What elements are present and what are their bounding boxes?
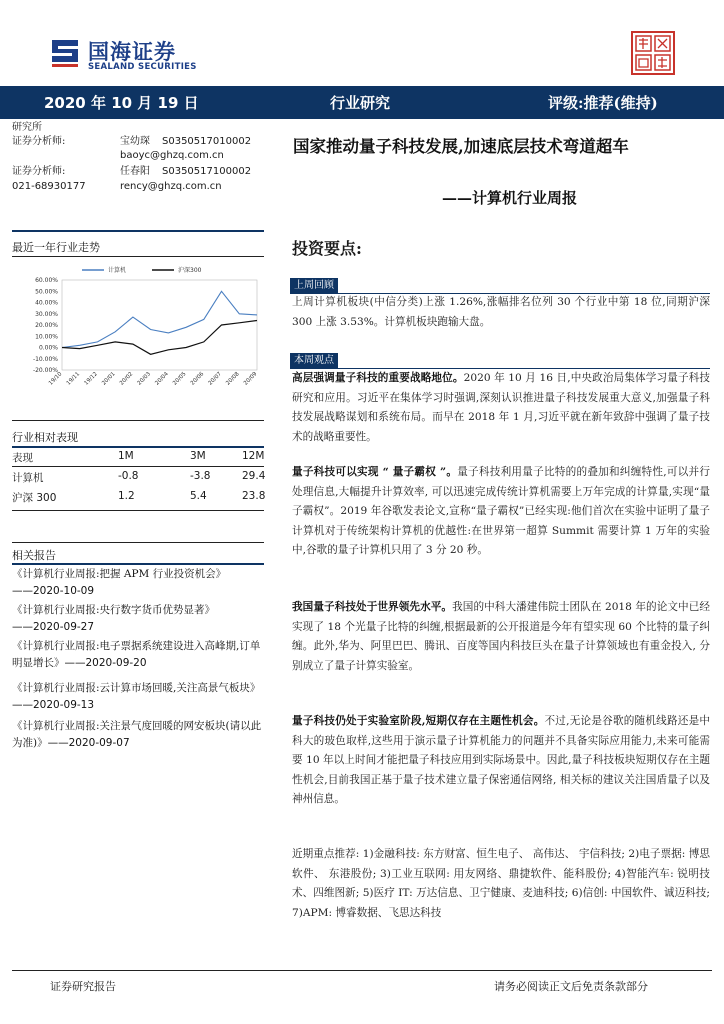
related-report-item[interactable] — [12, 718, 270, 752]
report-title: 国家推动量子科技发展,加速底层技术弯道超车 — [293, 137, 629, 156]
footer-left: 证券研究报告 — [50, 980, 116, 993]
related-report-date: ——2020-09-27 — [12, 621, 95, 633]
divider — [12, 446, 264, 448]
chart-plot-frame — [62, 280, 257, 370]
table-cell: -3.8 — [190, 470, 211, 482]
related-report-item[interactable] — [12, 638, 270, 672]
divider — [12, 256, 264, 257]
related-report-title: 《计算机行业周报:云计算市场回暖,关注高景气板块》 — [12, 682, 261, 694]
footer-divider — [12, 970, 712, 971]
paragraph-lead: 量子科技仍处于实验室阶段,短期仅存在主题性机会。 — [292, 715, 545, 727]
view-paragraph-1 — [292, 369, 710, 447]
report-type: 行业研究 — [330, 94, 391, 112]
analyst-name-2: 任春阳 — [120, 166, 150, 177]
table-row — [12, 470, 264, 486]
y-tick-label: -20.00% — [32, 367, 58, 375]
report-subtitle: ——计算机行业周报 — [442, 189, 578, 207]
footer-right: 请务必阅读正文后免责条款部分 — [494, 980, 648, 993]
paragraph-lead: 高层强调量子科技的重要战略地位。 — [292, 372, 464, 384]
view-paragraph-2 — [292, 463, 710, 561]
investment-heading: 投资要点: — [292, 239, 362, 258]
x-tick-label: 19/12 — [83, 371, 99, 387]
analyst-code-2: S0350517100002 — [162, 166, 252, 177]
table-cell: 29.4 — [242, 470, 266, 482]
table-header-cell: 表现 — [12, 452, 33, 464]
company-logo — [48, 34, 248, 74]
divider — [12, 230, 264, 232]
report-header-bar — [0, 86, 724, 119]
paragraph-lead: 我国量子科技处于世界领先水平。 — [292, 601, 453, 613]
tag-weekly-review: 上周回顾 — [290, 278, 338, 293]
y-tick-label: 30.00% — [35, 310, 58, 318]
chart-section-label: 最近一年行业走势 — [12, 241, 100, 254]
y-tick-label: 50.00% — [35, 288, 58, 296]
x-tick-label: 20/06 — [189, 371, 206, 387]
related-label: 相关报告 — [12, 549, 56, 562]
x-tick-label: 19/10 — [47, 371, 64, 387]
y-tick-label: 0.00% — [38, 344, 58, 352]
y-tick-label: 60.00% — [35, 277, 58, 285]
paragraph-body: 我国的中科大潘建伟院士团队在 2018 年的论文中已经实现了 18 个光量子比特的纠缠,根据最新的公开报道是今年有望实现 60 个比特的量子纠缠。此外,华为、阿里巴巴、腾讯、百度等国内科技巨头在量子计算领域也有重金投入, 分别成立了量子计算实验室。 — [292, 601, 710, 672]
brand-name-cn: 国海证券 — [88, 40, 176, 64]
legend-label: 计算机 — [108, 267, 127, 275]
x-tick-label: 20/03 — [136, 371, 153, 387]
x-tick-label: 20/04 — [154, 371, 170, 387]
performance-label: 行业相对表现 — [12, 431, 78, 444]
table-header-row — [12, 450, 264, 466]
related-report-date: ——2020-09-07 — [47, 737, 130, 749]
paragraph-body: 量子科技利用量子比特的的叠加和纠缠特性,可以并行处理信息,大幅提升计算效率, 可以迅速完成传统计算机需要上万年完成的计算量,实现“量子霸权”。2019 年谷歌发表论文,宣称“量子霸权”已经实现:他们首次在实验中证明了量子计算机对于传统架构计算机的优越性:在世界第一超算 Summit 需要计算 1 万年的实验中,谷歌的量子计算机只用了 3 分 20 秒。 — [292, 466, 710, 556]
related-report-title: 《计算机行业周报:央行数字货币优势显著》 — [12, 604, 216, 616]
view-paragraph-4 — [292, 712, 710, 810]
table-cell: 沪深 300 — [12, 492, 57, 504]
legend-label: 沪深300 — [178, 267, 202, 275]
related-report-date: ——2020-10-09 — [12, 585, 95, 597]
y-tick-label: 20.00% — [35, 322, 58, 330]
view-paragraph-3 — [292, 598, 710, 676]
brand-name-en: SEALAND SECURITIES — [88, 62, 197, 72]
table-cell: 5.4 — [190, 490, 207, 502]
divider — [12, 420, 264, 421]
y-tick-label: -10.00% — [32, 355, 58, 363]
x-tick-label: 19/11 — [65, 371, 82, 387]
paragraph-body: 2020 年 10 月 16 日,中央政治局集体学习量子科技研究和应用。习近平在集体学习时强调,深刻认识推进量子科技发展重大意义,加强量子科技发展战略谋划和系统布局。而早在 2018 年 1 月,习近平就在新年致辞中强调了量子技术的战略重要性。 — [292, 372, 711, 443]
paragraph-lead: 量子科技可以实现 “ 量子霸权 ”。 — [292, 466, 458, 478]
related-report-date: ——2020-09-13 — [12, 699, 95, 711]
related-report-item[interactable] — [12, 602, 270, 636]
industry-trend-chart — [12, 262, 264, 388]
table-cell: -0.8 — [118, 470, 139, 482]
tag-weekly-view: 本周观点 — [290, 353, 338, 368]
report-rating: 评级:推荐(维持) — [548, 94, 658, 112]
series-line-1 — [62, 321, 257, 355]
divider — [12, 542, 264, 543]
analyst-email-2[interactable]: rency@ghzq.com.cn — [120, 181, 222, 192]
x-tick-label: 20/01 — [101, 371, 117, 387]
table-header-cell: 1M — [118, 450, 134, 462]
paragraph-body: 不过,无论是谷歌的随机线路还是中科大的玻色取样,这些用于演示量子计算机能力的问题并不具备实际应用能力,未来可能需要 10 年以上时间才能把量子科技应用到实际场景中。因此,量子科技板块短期仅存在主题性机会,目前我国正基于量子技术建立量子保密通信网络, 相关标的建议关注国盾量子以及神州信息。 — [292, 715, 710, 805]
related-report-item[interactable] — [12, 566, 270, 600]
table-header-cell: 3M — [190, 450, 206, 462]
sealand-logo-icon — [48, 34, 82, 68]
divider — [12, 563, 264, 565]
table-row — [12, 490, 264, 506]
research-dept: 研究所 — [12, 122, 42, 133]
divider — [12, 510, 264, 511]
review-paragraph: 上周计算机板块(中信分类)上涨 1.26%,涨幅排名位列 30 个行业中第 18 位,同期沪深 300 上涨 3.53%。计算机板块跑输大盘。 — [292, 296, 710, 328]
y-tick-label: 10.00% — [35, 333, 58, 341]
report-date: 2020 年 10 月 19 日 — [44, 94, 199, 112]
table-cell: 计算机 — [12, 472, 44, 484]
x-tick-label: 20/05 — [172, 371, 188, 387]
table-header-cell: 12M — [242, 450, 265, 462]
x-tick-label: 20/07 — [207, 371, 223, 387]
related-report-title: 《计算机行业周报:电子票据系统建设进入高峰期,订单明显增长》 — [12, 640, 261, 669]
x-tick-label: 20/02 — [118, 371, 135, 387]
related-report-item[interactable] — [12, 680, 270, 714]
analyst-code-1: S0350517010002 — [162, 136, 252, 147]
table-cell: 23.8 — [242, 490, 266, 502]
analyst-email-1[interactable]: baoyc@ghzq.com.cn — [120, 150, 224, 161]
related-report-title: 《计算机行业周报:关注景气度回暖的网安板块(请以此为准)》 — [12, 720, 262, 749]
table-cell: 1.2 — [118, 490, 135, 502]
analyst-name-1: 宝幼琛 — [120, 136, 150, 147]
related-report-title: 《计算机行业周报:把握 APM 行业投资机会》 — [12, 568, 227, 580]
x-tick-label: 20/09 — [242, 371, 259, 387]
related-report-date: ——2020-09-20 — [64, 657, 147, 669]
analyst-phone: 021-68930177 — [12, 181, 86, 192]
seal-stamp-icon — [630, 30, 676, 76]
x-tick-label: 20/08 — [225, 371, 241, 387]
y-tick-label: 40.00% — [35, 299, 58, 307]
series-line-0 — [62, 291, 257, 347]
divider — [12, 466, 264, 467]
recommendation-paragraph: 近期重点推荐: 1)金融科技: 东方财富、恒生电子、 高伟达、 宇信科技; 2)电子票据: 博思软件、 东港股份; 3)工业互联网: 用友网络、鼎捷软件、能科股份; 4)智能汽车: 锐明技术、四维图新; 5)医疗 IT: 万达信息、卫宁健康、麦迪科技; 6)信创: 中国软件、诚迈科技; 7)APM: 博睿数据、飞思达科技 — [292, 848, 710, 919]
analyst-label-1: 证券分析师: — [12, 136, 66, 147]
analyst-label-2: 证券分析师: — [12, 166, 66, 177]
